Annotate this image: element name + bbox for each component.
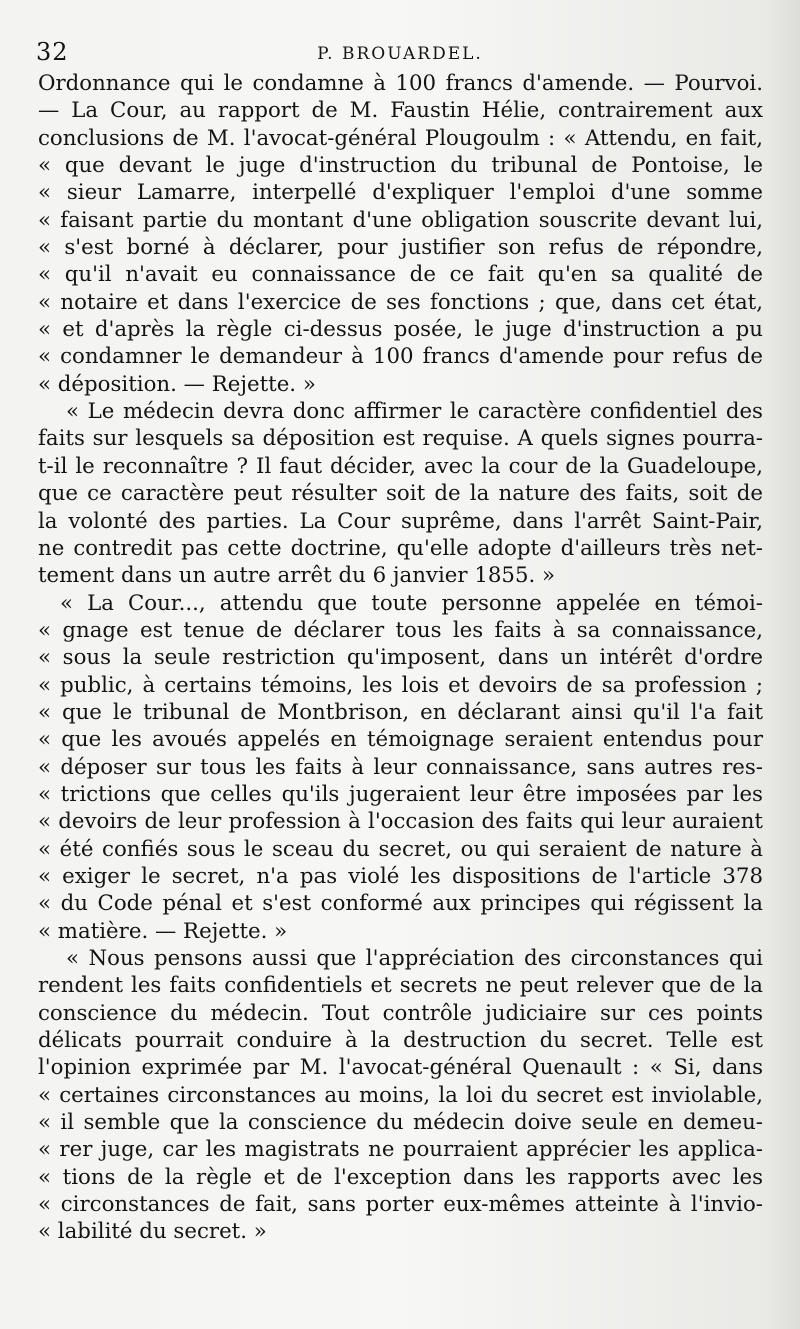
paragraphs bbox=[38, 70, 763, 1246]
text-line: tement dans un autre arrêt du 6 janvier 1855. » bbox=[38, 563, 556, 589]
text-line: « notaire et dans l'exercice de ses fonctions ; que, dans cet état, bbox=[38, 289, 763, 315]
text-line: rendent les faits confidentiels et secrets ne peut relever que de la bbox=[38, 973, 763, 999]
text-line: « devoirs de leur profession à l'occasion des faits qui leur auraient bbox=[38, 809, 763, 835]
text-line: « il semble que la conscience du médecin doive seule en demeu- bbox=[38, 1110, 763, 1136]
text-line: « exiger le secret, n'a pas violé les dispositions de l'article 378 bbox=[38, 863, 763, 889]
text-line: « déposer sur tous les faits à leur connaissance, sans autres res- bbox=[38, 754, 763, 780]
text-line: « faisant partie du montant d'une obligation souscrite devant lui, bbox=[38, 207, 763, 233]
text-line: « que les avoués appelés en témoignage seraient entendus pour bbox=[38, 727, 763, 753]
text-line: l'opinion exprimée par M. l'avocat-général Quenault : « Si, dans bbox=[38, 1055, 763, 1081]
text-line: « condamner le demandeur à 100 francs d'amende pour refus de bbox=[38, 344, 763, 370]
text-line: « tions de la règle et de l'exception dans les rapports avec les bbox=[38, 1164, 763, 1190]
paragraph bbox=[38, 398, 763, 589]
text-line: « public, à certains témoins, les lois et devoirs de sa profession ; bbox=[38, 672, 763, 698]
body-text bbox=[38, 70, 763, 1246]
text-line: « certaines circonstances au moins, la loi du secret est inviolable, bbox=[38, 1082, 763, 1108]
text-line: ne contredit pas cette doctrine, qu'elle adopte d'ailleurs très net- bbox=[38, 535, 763, 561]
text-line: « sieur Lamarre, interpellé d'expliquer l'emploi d'une somme bbox=[38, 180, 763, 206]
text-line: que ce caractère peut résulter soit de la nature des faits, soit de bbox=[38, 481, 763, 507]
running-head: P. BROUARDEL. bbox=[317, 44, 483, 64]
page-number: 32 bbox=[36, 38, 69, 66]
text-line: « labilité du secret. » bbox=[38, 1219, 267, 1245]
paragraph bbox=[38, 590, 763, 945]
page-header bbox=[36, 38, 764, 72]
text-line: « que le tribunal de Montbrison, en déclarant ainsi qu'il l'a fait bbox=[38, 699, 763, 725]
text-line: « sous la seule restriction qu'imposent, dans un intérêt d'ordre bbox=[38, 645, 763, 671]
text-line: « été confiés sous le sceau du secret, ou qui seraient de nature à bbox=[38, 836, 763, 862]
text-line: faits sur lesquels sa déposition est requise. A quels signes pourra- bbox=[38, 426, 763, 452]
paragraph bbox=[38, 945, 763, 1246]
text-line: « et d'après la règle ci-dessus posée, le juge d'instruction a pu bbox=[38, 317, 763, 343]
text-line: la volonté des parties. La Cour suprême, dans l'arrêt Saint-Pair, bbox=[38, 508, 763, 534]
text-line: — La Cour, au rapport de M. Faustin Hélie, contrairement aux bbox=[38, 98, 763, 124]
text-line: Ordonnance qui le condamne à 100 francs d'amende. — Pourvoi. bbox=[38, 71, 763, 96]
text-line: « La Cour..., attendu que toute personne appelée en témoi- bbox=[60, 590, 763, 616]
text-line: conscience du médecin. Tout contrôle judiciaire sur ces points bbox=[38, 1000, 763, 1026]
text-line: « matière. — Rejette. » bbox=[38, 918, 288, 944]
text-line: « gnage est tenue de déclarer tous les faits à sa connaissance, bbox=[38, 617, 763, 643]
text-line: délicats pourrait conduire à la destruction du secret. Telle est bbox=[38, 1028, 763, 1054]
text-line: « Nous pensons aussi que l'appréciation des circonstances qui bbox=[66, 946, 763, 971]
text-line: « qu'il n'avait eu connaissance de ce fait qu'en sa qualité de bbox=[38, 262, 763, 288]
text-line: t-il le reconnaître ? Il faut décider, avec la cour de la Guadeloupe, bbox=[38, 453, 763, 479]
text-line: « du Code pénal et s'est conformé aux principes qui régissent la bbox=[38, 891, 763, 917]
paragraph bbox=[38, 70, 763, 398]
text-line: « rer juge, car les magistrats ne pourraient apprécier les applica- bbox=[38, 1137, 763, 1163]
text-line: « circonstances de fait, sans porter eux-mêmes atteinte à l'invio- bbox=[38, 1192, 763, 1218]
text-line: « que devant le juge d'instruction du tribunal de Pontoise, le bbox=[38, 153, 763, 179]
text-line: « déposition. — Rejette. » bbox=[38, 371, 316, 397]
text-line: « s'est borné à déclarer, pour justifier son refus de répondre, bbox=[38, 235, 763, 261]
text-line: conclusions de M. l'avocat-général Plougoulm : « Attendu, en fait, bbox=[38, 125, 763, 151]
text-line: « Le médecin devra donc affirmer le caractère confidentiel des bbox=[66, 399, 763, 425]
text-line: « trictions que celles qu'ils jugeraient leur être imposées par les bbox=[38, 781, 763, 807]
